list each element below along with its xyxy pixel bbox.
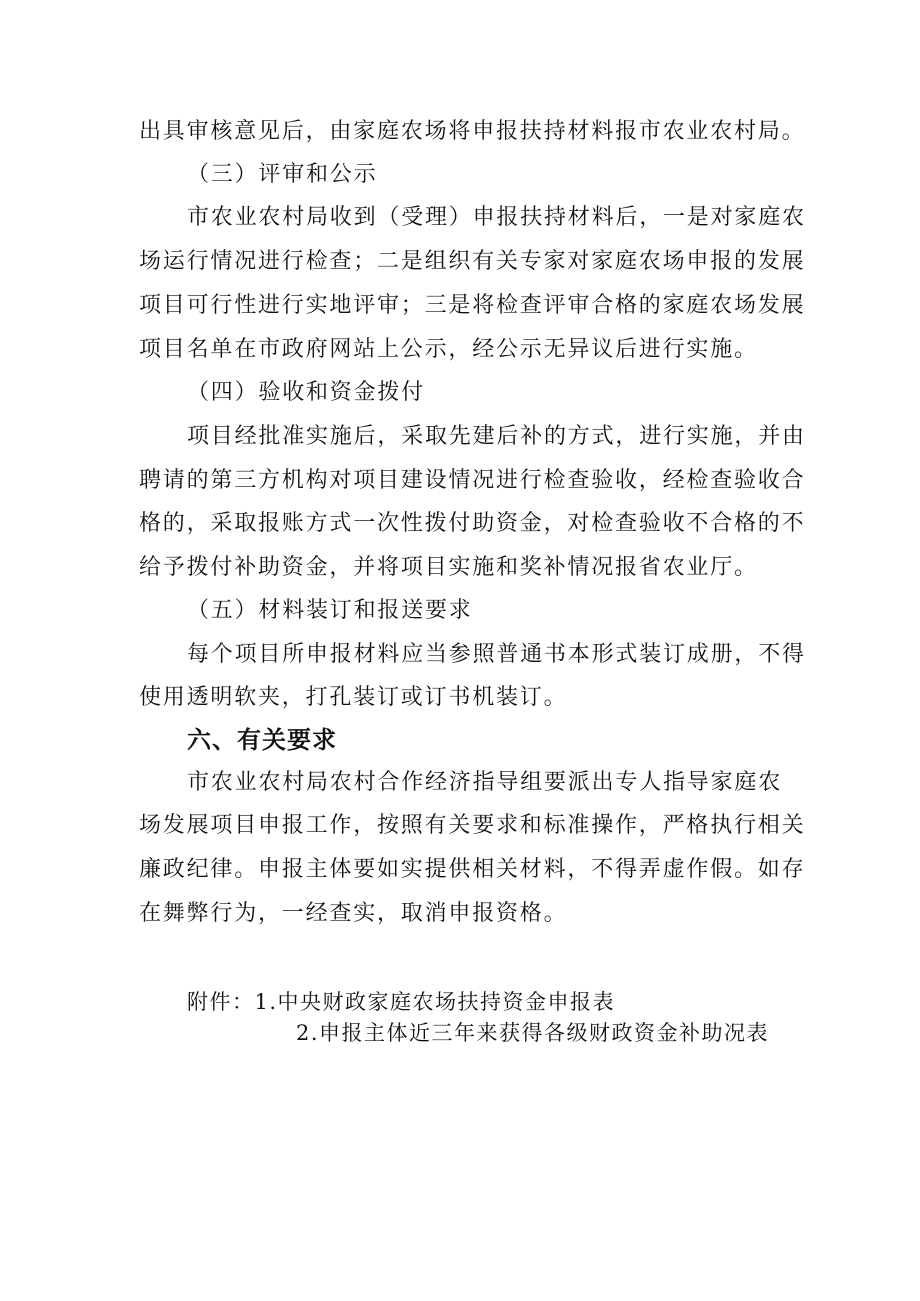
paragraph-line: 项目经批准实施后，采取先建后补的方式，进行实施，并由 — [187, 424, 806, 449]
paragraph-line: 格的，采取报账方式一次性拨付助资金，对检查验收不合格的不 — [139, 511, 806, 536]
section-subheading: （四）验收和资金拨付 — [187, 380, 426, 405]
paragraph-line: 场运行情况进行检查；二是组织有关专家对家庭农场申报的发展 — [139, 249, 806, 274]
paragraph-line: 每个项目所申报材料应当参照普通书本形式装订成册，不得 — [187, 642, 806, 667]
attachment-line: 附件：1.中央财政家庭农场扶持资金申报表 — [187, 990, 616, 1014]
section-subheading: （三）评审和公示 — [187, 162, 378, 187]
paragraph-line: 市农业农村局农村合作经济指导组要派出专人指导家庭农 — [187, 770, 783, 795]
paragraph-line: 在舞弊行为，一经查实，取消申报资格。 — [139, 901, 568, 926]
paragraph-line: 市农业农村局收到（受理）申报扶持材料后，一是对家庭农 — [187, 205, 806, 230]
paragraph-line: 出具审核意见后，由家庭农场将申报扶持材料报市农业农村局。 — [139, 119, 806, 144]
paragraph-line: 给予拨付补助资金，并将项目实施和奖补情况报省农业厅。 — [139, 555, 758, 580]
section-subheading: （五）材料装订和报送要求 — [187, 598, 473, 623]
attachment-line: 2.申报主体近三年来获得各级财政资金补助况表 — [296, 1021, 770, 1045]
paragraph-line: 使用透明软夹，打孔装订或订书机装订。 — [139, 685, 568, 710]
paragraph-line: 聘请的第三方机构对项目建设情况进行检查验收，经检查验收合 — [139, 468, 806, 493]
paragraph-line: 项目名单在市政府网站上公示，经公示无异议后进行实施。 — [139, 337, 758, 362]
section-heading: 六、有关要求 — [187, 726, 337, 754]
paragraph-line: 项目可行性进行实地评审；三是将检查评审合格的家庭农场发展 — [139, 293, 806, 318]
paragraph-line: 廉政纪律。申报主体要如实提供相关材料，不得弄虚作假。如存 — [139, 857, 806, 882]
paragraph-line: 场发展项目申报工作，按照有关要求和标准操作，严格执行相关 — [139, 813, 806, 838]
